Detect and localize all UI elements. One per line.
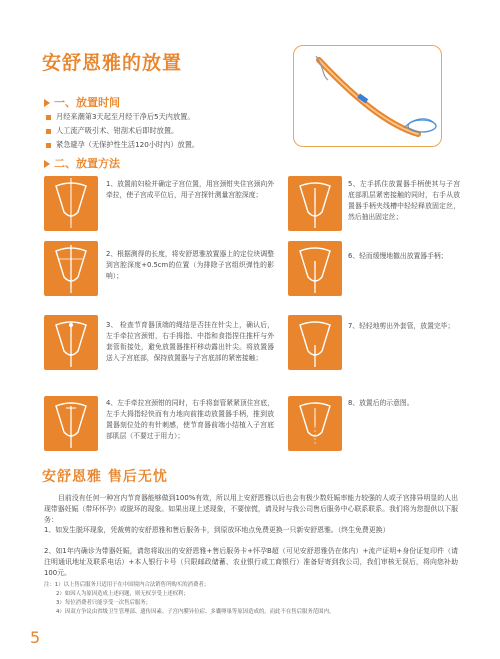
note-line: 3）每位消费者只能享受一次售后服务； xyxy=(56,600,152,606)
step-7-illustration xyxy=(288,315,342,370)
step-6-text: 6、轻而缓慢地撤出放置器手柄； xyxy=(348,252,448,260)
step-8-illustration xyxy=(288,396,342,451)
uterus-icon xyxy=(288,396,342,451)
service-heading: 安舒恩雅 售后无忧 xyxy=(42,469,168,485)
step-5-text: 5、左手抓住放置器手柄使其与子宫底部肌层紧密接触的同时，右手从放置器手柄夹线槽中轻轻释放固定丝，然后抽出固定丝； xyxy=(348,180,460,221)
step-8-text: 8、放置后的示意图。 xyxy=(348,399,414,407)
step-3-illustration xyxy=(44,315,98,370)
arrow-icon xyxy=(44,160,50,168)
square-bullet-icon xyxy=(46,115,51,120)
page-title: 安舒恩雅的放置 xyxy=(42,52,183,74)
list-item: 紧急避孕（无保护性生活120小时内）放置。 xyxy=(46,140,199,150)
section-heading-time: 一、放置时间 xyxy=(44,94,120,110)
square-bullet-icon xyxy=(46,143,51,148)
service-paragraph: 目前没有任何一种宫内节育器能够做到100%有效，所以用上安舒恩雅以后也会有极少数妊娠率能力较强的人或子宫排异明显的人出现带器妊娠（带环怀孕）或脱环的现象。如果出现上述现象，不要惊慌，请及时与我公司售后服务中心联系联系。我们将为您提供以下服务： xyxy=(44,494,458,524)
step-4-illustration xyxy=(44,396,98,451)
uterus-icon xyxy=(288,315,342,370)
note-line: 2）如因人为原因造成上述问题，则无权享受上述权利； xyxy=(56,591,189,597)
note-line: 4）因双方争议由省级卫生管理部、遗传因素、子宫内膜异位症、多囊卵巢等原因造成的，而此不在售后服务范围内。 xyxy=(56,609,335,615)
uterus-icon xyxy=(288,241,342,296)
uterus-icon xyxy=(44,176,98,231)
step-6-illustration xyxy=(288,241,342,296)
step-2-text: 2、根据测得的长度，将安舒恩雅放置器上的定位块调整到宫腔深度+0.5cm的位置（为排除子宫组织弹性的影响）； xyxy=(106,250,274,280)
step-5-illustration xyxy=(288,176,342,231)
step-7-text: 7、轻轻地剪出外套管，放置完毕； xyxy=(348,322,455,330)
step-3-text: 3、 检查节育器顶端的绳结是否挂在针尖上，确认后，左手牵拉宫颈钳，右手拇指、中指和食指捏住推杆与外套管衔接处，避免放置器推杆移动露出针尖。将放置器送入子宫底部，保持放置器与子宫底部的紧密接触； xyxy=(106,321,274,362)
list-item: 月经来潮第3天起至月经干净后5天内放置。 xyxy=(46,112,195,122)
service-item-2: 2、如1年内确诊为带器妊娠，请您将取出的安舒恩雅+售后服务卡+怀孕B超（可见安舒恩雅仍在体内）+流产证明+身份证复印件（请注明通讯地址及联系电话）+本人银行卡号（只限邮政储蓄、农业银行或工商银行）准备好寄到我公司，我们审核无误后，将向您补助100元。 xyxy=(44,547,458,577)
step-2-illustration xyxy=(44,241,98,296)
uterus-icon xyxy=(44,315,98,370)
step-1-text: 1、放置前妇检并确定子宫位置，用宫颈钳夹住宫颈向外牵拉，使子宫成平位后，用子宫探针测量宫腔深度； xyxy=(106,180,274,199)
page-number: 5 xyxy=(30,628,41,647)
iud-inserter-illustration xyxy=(294,46,441,146)
note-line: 注：1）以上售后服务只适用于在中国境内合法销售所购买的消费者； xyxy=(44,582,210,588)
product-image xyxy=(293,45,442,147)
list-item: 人工流产吸引术、钳刮术后即时放置。 xyxy=(46,126,178,136)
section-heading-method: 二、放置方法 xyxy=(44,155,120,171)
step-1-illustration xyxy=(44,176,98,231)
service-item-1: 1、如发生脱环现象，凭裁剪的安舒恩雅和售后服务卡，到原放环地点免费更换一只新安舒恩雅。（终生免费更换） xyxy=(44,526,390,534)
uterus-icon xyxy=(44,241,98,296)
arrow-icon xyxy=(44,99,50,107)
step-4-text: 4、左手牵拉宫颈钳的同时，右手将套管紧紧顶住宫底，左手大拇指轻快而有力地向前推动放置器手柄，推到放置器刻位处的有针刺感，使节育器前端小结植入子宫底部肌层（不要过于用力）； xyxy=(106,399,274,440)
uterus-icon xyxy=(44,396,98,451)
uterus-icon xyxy=(288,176,342,231)
square-bullet-icon xyxy=(46,129,51,134)
